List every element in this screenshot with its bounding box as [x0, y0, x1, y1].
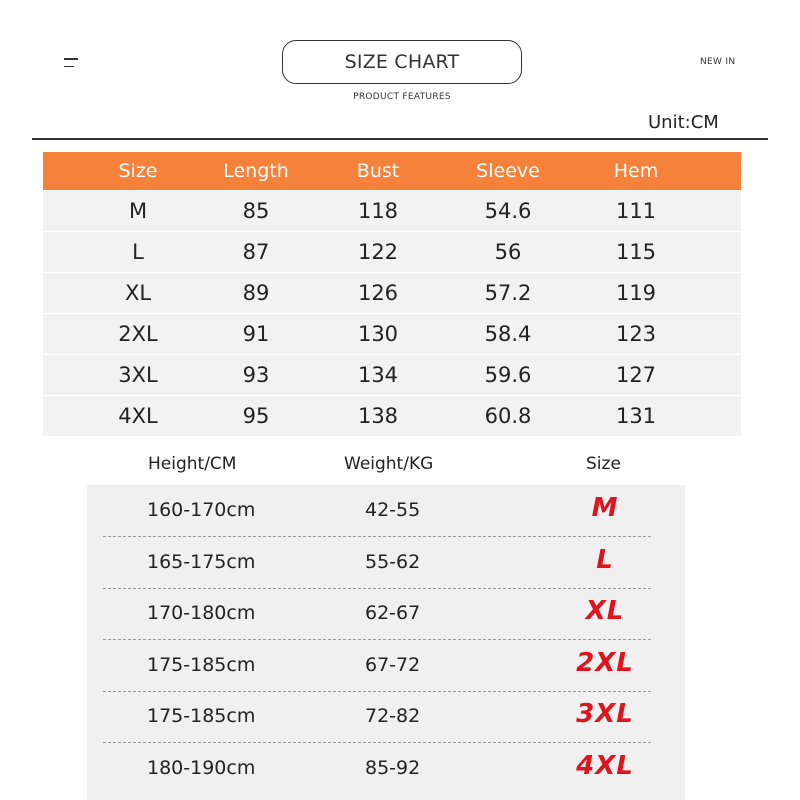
table-row — [43, 272, 741, 313]
fit-row — [87, 537, 685, 589]
column-header-length: Length — [223, 160, 289, 182]
table-cell-size: 3XL — [118, 363, 158, 387]
table-cell-size: M — [128, 199, 148, 223]
fit-row — [87, 588, 685, 640]
height-range: 180-190cm — [147, 757, 256, 779]
table-row — [43, 395, 741, 436]
weight-range: 85-92 — [365, 757, 421, 779]
table-cell-size: XL — [124, 281, 152, 305]
recommended-size: L — [596, 544, 614, 575]
table-cell-bust: 138 — [357, 404, 399, 428]
weight-range: 42-55 — [365, 499, 421, 521]
table-cell-length: 93 — [242, 363, 270, 387]
fit-row — [87, 743, 685, 795]
table-cell-hem: 127 — [615, 363, 657, 387]
weight-range: 67-72 — [365, 653, 421, 676]
size-header: Size — [586, 454, 621, 474]
column-header-size: Size — [118, 160, 158, 182]
table-cell-length: 89 — [242, 281, 270, 305]
fit-row — [87, 691, 685, 743]
weight-range: 55-62 — [365, 550, 421, 573]
recommended-size: 2XL — [576, 647, 634, 678]
table-cell-length: 87 — [242, 240, 270, 264]
recommended-size: 3XL — [576, 699, 634, 730]
weight-range: 72-82 — [365, 705, 421, 728]
height-range: 160-170cm — [147, 499, 256, 521]
table-cell-bust: 118 — [357, 199, 399, 223]
height-range: 175-185cm — [147, 705, 256, 728]
table-cell-bust: 126 — [357, 281, 399, 305]
table-cell-sleeve: 57.2 — [484, 281, 532, 305]
fit-guide-headers — [0, 454, 800, 476]
size-measurement-table — [43, 152, 741, 436]
recommended-size: 4XL — [576, 751, 634, 781]
table-cell-length: 91 — [242, 322, 270, 346]
header-divider — [32, 138, 768, 140]
table-row — [43, 313, 741, 354]
recommended-size: XL — [585, 596, 625, 627]
product-features-subtitle: PRODUCT FEATURES — [353, 92, 451, 102]
weight-range: 62-67 — [365, 602, 421, 625]
table-cell-length: 85 — [242, 199, 270, 223]
column-header-sleeve: Sleeve — [476, 160, 540, 182]
table-cell-hem: 111 — [615, 199, 657, 223]
table-cell-sleeve: 56 — [494, 240, 522, 264]
table-cell-sleeve: 60.8 — [484, 404, 532, 428]
table-cell-length: 95 — [242, 404, 270, 428]
recommended-size: M — [591, 493, 619, 523]
table-row — [43, 354, 741, 395]
table-cell-hem: 123 — [615, 322, 657, 346]
table-row — [43, 231, 741, 272]
table-cell-sleeve: 54.6 — [484, 199, 532, 223]
unit-label: Unit:CM — [648, 112, 719, 133]
table-cell-bust: 130 — [357, 322, 399, 346]
table-cell-size: L — [132, 240, 144, 264]
table-cell-sleeve: 58.4 — [484, 322, 532, 346]
fit-row — [87, 485, 685, 537]
fit-guide-table — [87, 485, 685, 800]
table-cell-sleeve: 59.6 — [484, 363, 532, 387]
height-range: 165-175cm — [147, 550, 256, 573]
table-cell-hem: 119 — [615, 281, 657, 305]
height-header: Height/CM — [148, 454, 237, 474]
size-table-header — [43, 152, 741, 190]
weight-header: Weight/KG — [344, 454, 434, 474]
table-cell-bust: 134 — [357, 363, 399, 387]
fit-row — [87, 640, 685, 692]
new-in-link[interactable]: NEW IN — [700, 57, 736, 67]
column-header-hem: Hem — [613, 160, 659, 182]
table-cell-hem: 115 — [615, 240, 657, 264]
column-header-bust: Bust — [356, 160, 400, 182]
height-range: 175-185cm — [147, 653, 256, 676]
size-chart-title: SIZE CHART — [282, 40, 522, 84]
menu-icon[interactable] — [64, 58, 78, 70]
table-cell-hem: 131 — [615, 404, 657, 428]
table-cell-size: 2XL — [118, 322, 158, 346]
table-cell-bust: 122 — [357, 240, 399, 264]
table-row — [43, 190, 741, 231]
table-cell-size: 4XL — [118, 404, 158, 428]
height-range: 170-180cm — [147, 602, 256, 625]
